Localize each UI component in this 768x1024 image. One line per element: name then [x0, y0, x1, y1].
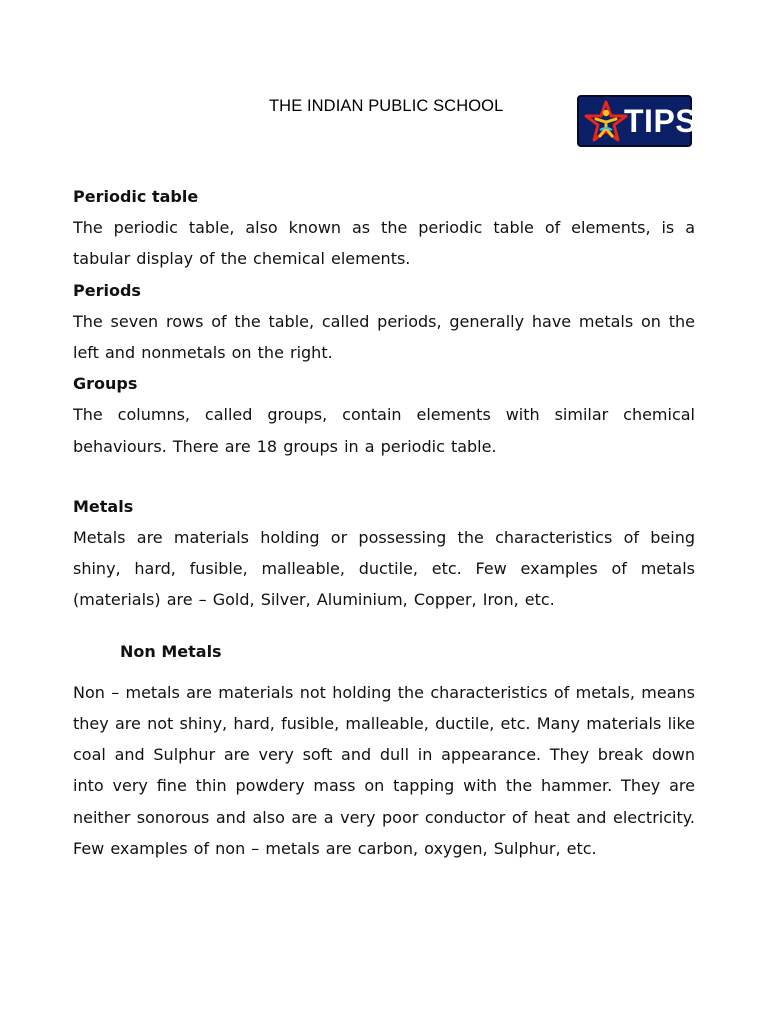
paragraph-periodic-table: The periodic table, also known as the periodic table of elements, is a tabular display of the chemical elements.: [73, 218, 695, 269]
spacer: [73, 667, 695, 677]
heading-groups: Groups: [73, 374, 138, 394]
heading-periods: Periods: [73, 280, 141, 300]
school-title: THE INDIAN PUBLIC SCHOOL: [269, 97, 504, 115]
document-body: [73, 181, 695, 864]
paragraph-metals: Metals are materials holding or possessing the characteristics of being shiny, hard, fusible, malleable, ductile, etc. Few examples of metals (materials) are – Gold, Silver, Aluminium, Copper, Iron, etc.: [73, 528, 695, 610]
paragraph-groups: The columns, called groups, contain elements with similar chemical behaviours. There are 18 groups in a periodic table.: [73, 405, 695, 456]
paragraph-non-metals: Non – metals are materials not holding the characteristics of metals, means they are not shiny, hard, fusible, malleable, ductile, etc. Many materials like coal and Sulphur are very soft and dull in appearance. They break down into very fine thin powdery mass on tapping with the hammer. They are neither sonorous and also are a very poor conductor of heat and electricity. Few examples of non – metals are carbon, oxygen, Sulphur, etc.: [73, 682, 695, 858]
heading-non-metals: Non Metals: [120, 641, 222, 661]
paragraph-periods: The seven rows of the table, called periods, generally have metals on the left and nonmetals on the right.: [73, 311, 695, 363]
school-logo: [577, 95, 698, 147]
logo-text: TIPS: [624, 103, 698, 139]
heading-periodic-table: Periodic table: [73, 187, 199, 206]
heading-metals: Metals: [73, 496, 134, 516]
star-figure-icon: [584, 100, 628, 144]
spacer: [73, 462, 695, 491]
